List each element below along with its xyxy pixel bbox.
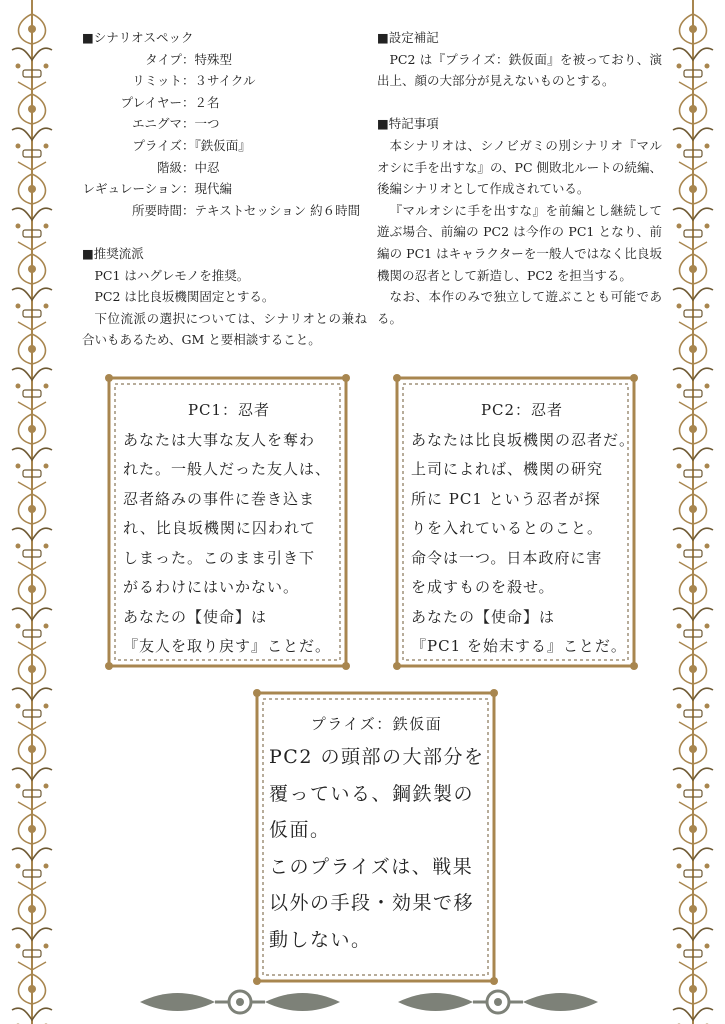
notes-paragraphs <box>377 135 662 329</box>
card-line: がるわけにはいかない。 <box>123 578 300 596</box>
card-line: 上司によれば、機関の研究 <box>411 460 604 478</box>
spec-value: テキストセッション 約６時間 <box>194 202 361 218</box>
spec-key: プレイヤー <box>120 94 182 110</box>
left-ornament-border <box>6 0 58 1024</box>
card-line: 命令は一つ。日本政府に害 <box>411 548 603 567</box>
spec-key: リミット <box>132 73 182 89</box>
spec-value: 特殊型 <box>194 51 233 67</box>
card-line: 以外の手段・効果で移 <box>269 892 475 914</box>
spec-row: プレイヤー：２名 <box>82 92 367 114</box>
card-line: あなたは大事な友人を奪わ <box>123 430 316 449</box>
paragraph: PC1 はハグレモノを推奨。 <box>94 267 250 283</box>
card-line: 所に PC1 という忍者が探 <box>411 489 601 508</box>
spec-key: 階級 <box>156 159 182 175</box>
spec-row: リミット：３サイクル <box>82 70 367 92</box>
left-column <box>82 27 367 351</box>
footer-ornament-right <box>393 988 603 1016</box>
spec-row: レギュレーション：現代編 <box>82 178 367 200</box>
footer-ornament-left <box>135 988 345 1016</box>
paragraph: 『マルオシに手を出すな』を前編とし継続して遊ぶ場合、前編の PC2 は今作の PC1 となり、前編の PC1 はキャラクターを一般人ではなく比良坂機関の忍者として新造し、PC2 を担当する。 <box>377 202 662 283</box>
paragraph: 本シナリオは、シノビガミの別シナリオ『マルオシに手を出すな』の、PC 側敗北ルートの続編、後編シナリオとして作成されている。 <box>377 137 662 197</box>
paragraph: なお、本作のみで独立して遊ぶことも可能である。 <box>377 289 662 326</box>
paragraph: 下位流派の選択については、シナリオとの兼ね合いもあるため、GM と要相談すること。 <box>82 310 367 348</box>
spec-row: 階級：中忍 <box>82 157 367 179</box>
spec-key: レギュレーション <box>82 181 182 197</box>
paragraph: PC2 は比良坂機関固定とする。 <box>94 289 275 305</box>
card-line: 『友人を取り戻す』ことだ。 <box>123 637 332 655</box>
card-line: このプライズは、戦果 <box>269 855 474 878</box>
right-column <box>377 27 662 329</box>
spec-value: ３サイクル <box>194 73 256 89</box>
spec-key: プライズ <box>132 137 182 153</box>
spec-heading: ■シナリオスペック <box>82 30 194 45</box>
card-line: 仮面。 <box>269 819 331 841</box>
setting-paragraphs <box>377 49 662 92</box>
card-line: れ、比良坂機関に囚われて <box>123 519 316 537</box>
spec-value: ２名 <box>194 94 220 110</box>
card-line: あなたの【使命】は <box>123 607 268 626</box>
card-line: あなたは比良坂機関の忍者だ。 <box>411 430 636 449</box>
card-line: 忍者絡みの事件に巻き込ま <box>123 489 316 508</box>
pc1-card <box>105 374 350 670</box>
card-line: あなたの【使命】は <box>411 607 556 626</box>
card-line: 覆っている、鋼鉄製の <box>269 782 475 805</box>
spec-list <box>82 49 367 222</box>
ornament-svg-right <box>667 0 719 1024</box>
ornament-svg-left <box>6 0 58 1024</box>
right-ornament-border <box>667 0 719 1024</box>
spec-row: タイプ：特殊型 <box>82 49 367 71</box>
pc2-card <box>393 374 638 670</box>
prize-card-text <box>269 739 484 958</box>
notes-heading: ■特記事項 <box>377 116 439 132</box>
card-line: しまった。このまま引き下 <box>123 548 316 567</box>
spec-key: エニグマ <box>131 116 182 132</box>
pc1-card-text <box>123 426 335 662</box>
spec-key: 所要時間 <box>131 202 182 218</box>
paragraph: PC2 は『プライズ：鉄仮面』を被っており、演出上、顔の大部分が見えないものとする。 <box>377 51 662 89</box>
spec-value: 中忍 <box>194 159 220 175</box>
card-line: PC2 の頭部の大部分を <box>269 746 485 768</box>
pc2-card-title: PC2：忍者 <box>480 401 564 419</box>
spec-value: 現代編 <box>194 181 233 197</box>
school-heading: ■推奨流派 <box>82 245 144 261</box>
pc1-card-title: PC1：忍者 <box>187 401 271 419</box>
card-line: れた。一般人だった友人は、 <box>123 460 332 478</box>
spec-key: タイプ <box>145 51 182 67</box>
spec-row: 所要時間：テキストセッション 約６時間 <box>82 200 367 222</box>
spec-value: 『鉄仮面』 <box>194 137 251 153</box>
card-line: 動しない。 <box>269 928 372 951</box>
spec-row: エニグマ：一つ <box>82 113 367 135</box>
pc2-card-text <box>411 426 636 662</box>
school-paragraphs <box>82 265 367 351</box>
spec-row: プライズ：『鉄仮面』 <box>82 135 367 157</box>
spec-value: 一つ <box>194 116 220 132</box>
card-line: りを入れているとのこと。 <box>411 519 604 537</box>
setting-heading: ■設定補記 <box>377 30 439 45</box>
prize-card <box>253 689 498 985</box>
card-line: を成すものを殺せ。 <box>411 578 555 596</box>
card-line: 『PC1 を始末する』ことだ。 <box>411 637 627 655</box>
prize-card-title: プライズ：鉄仮面 <box>310 715 443 733</box>
